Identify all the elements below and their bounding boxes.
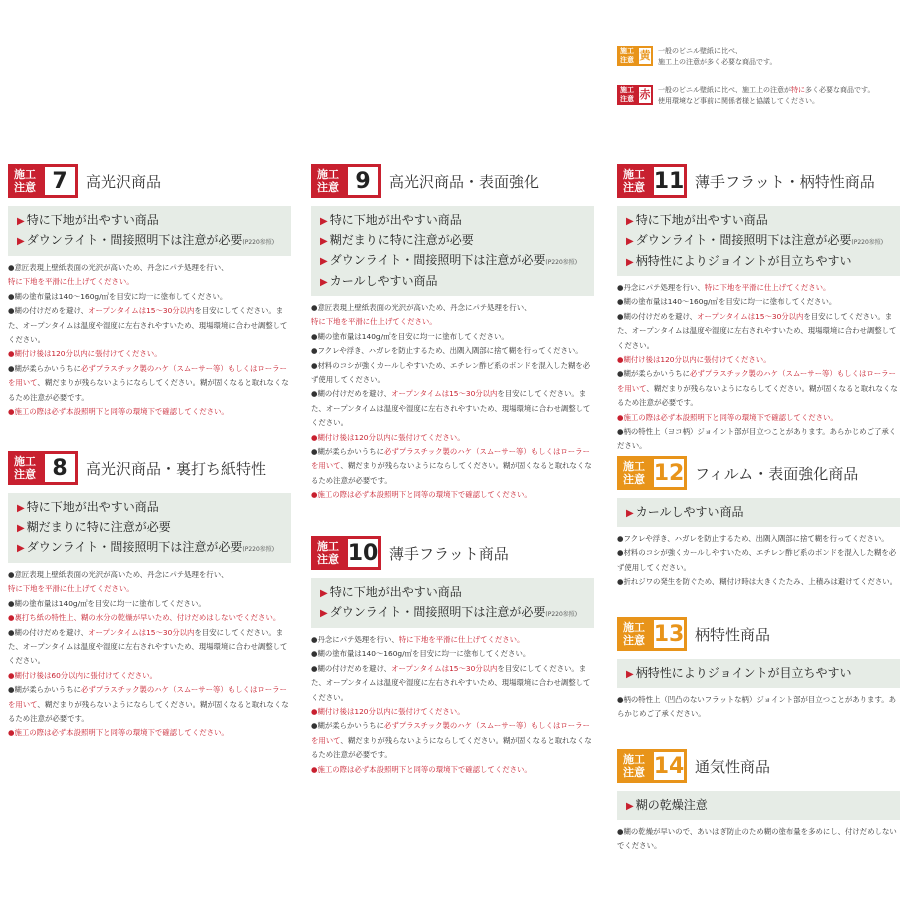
legend-text: 一般のビニル壁紙に比べ、 施工上の注意が多く必要な商品です。 xyxy=(658,47,777,66)
section-number: 12 xyxy=(651,456,687,490)
triangle-icon: ▶ xyxy=(17,543,25,554)
triangle-icon: ▶ xyxy=(626,257,634,268)
section-number: 13 xyxy=(651,617,687,651)
section-title: 薄手フラット・柄特性商品 xyxy=(695,172,875,191)
section-14 xyxy=(617,749,900,854)
section-8 xyxy=(8,451,291,741)
key-points-box xyxy=(617,791,900,820)
legend-text: 一般のビニル壁紙に比べ、施工上の注意が特に多く必要な商品です。 使用環境など事前に関係者様と協議してください。 xyxy=(658,86,875,105)
triangle-icon: ▶ xyxy=(626,669,634,680)
section-number: 10 xyxy=(345,536,381,570)
caution-badge: 施工 注意 7 xyxy=(8,164,78,198)
section-header xyxy=(311,536,594,570)
section-number: 11 xyxy=(651,164,687,198)
section-title: 高光沢商品・表面強化 xyxy=(389,172,540,191)
section-number: 7 xyxy=(42,164,78,198)
notes: ●糊の乾燥が早いので、あいはぎ防止のため糊の塗布量を多めにし、付けだめしないでください。 xyxy=(617,827,897,851)
caution-badge: 施工 注意 14 xyxy=(617,749,687,783)
key-point: ▶ ダウンライト・間接照明下は注意が必要(P220参照) xyxy=(320,253,578,267)
legend-yellow xyxy=(617,46,900,68)
notes: ●フクレや浮き、ハガレを防止するため、出隅入隅部に捨て糊を行ってください。 ●材料のコシが強くカールしやすいため、エチレン酢ビ系のボンドを混入した糊を必ず使用してください。 ●折れジワの発生を防ぐため、糊付け時は大きくたたみ、上積みは避けてください。 xyxy=(617,534,898,587)
key-points-box xyxy=(617,498,900,527)
triangle-icon: ▶ xyxy=(320,608,328,619)
key-point: ▶ カールしやすい商品 xyxy=(626,505,744,519)
section-12 xyxy=(617,456,900,590)
triangle-icon: ▶ xyxy=(626,801,634,812)
section-title: 通気性商品 xyxy=(695,757,771,776)
key-points-box xyxy=(311,206,594,296)
key-point: ▶ ダウンライト・間接照明下は注意が必要(P220参照) xyxy=(17,540,275,554)
key-point: ▶ カールしやすい商品 xyxy=(320,274,438,288)
section-header xyxy=(617,749,900,783)
triangle-icon: ▶ xyxy=(626,236,634,247)
key-point: ▶ ダウンライト・間接照明下は注意が必要(P220参照) xyxy=(320,605,578,619)
notes: ●意匠表現上壁紙表面の光沢が高いため、丹念にパテ処理を行い、 特に下地を平滑に仕上げてください。 ●糊の塗布量は140g/㎡を目安に均一に塗布してください。 ●裏打ち紙の特性上、糊の水分の乾燥が早いため、付けだめはしないでください。 ●糊の付けだめを避け、オープンタイムは15～30分以内を目安にしてください。また、オープンタイムは温度や湿度に左右されやすいため、現場環境に合わせ調整してください。 ●糊付け後は60分以内に張付けてください。 ●糊が柔らかいうちに必ずプラスチック製のハケ（スムーサー等）もしくはローラーを用いて、糊だまりが残らないようにならしてください。糊が固くなると取れなくなるため注意が必要です。 ●施工の際は必ず本設照明下と同等の環境下で確認してください。 xyxy=(8,570,289,738)
section-number: 8 xyxy=(42,451,78,485)
notes: ●意匠表現上壁紙表面の光沢が高いため、丹念にパテ処理を行い、 特に下地を平滑に仕上げてください。 ●糊の塗布量は140g/㎡を目安に均一に塗布してください。 ●フクレや浮き、ハガレを防止するため、出隅入隅部に捨て糊を行ってください。 ●材料のコシが強くカールしやすいため、エチレン酢ビ系のボンドを混入した糊を必ず使用してください。 ●糊の付けだめを避け、オープンタイムは15～30分以内を目安にしてください。また、オープンタイムは温度や湿度に左右されやすいため、現場環境に合わせ調整してください。 ●糊付け後は120分以内に張付けてください。 ●糊が柔らかいうちに必ずプラスチック製のハケ（スムーサー等）もしくはローラーを用いて、糊だまりが残らないようにならしてください。糊が固くなると取れなくなるため注意が必要です。 ●施工の際は必ず本設照明下と同等の環境下で確認してください。 xyxy=(311,303,592,500)
section-10 xyxy=(311,536,594,777)
section-title: 柄特性商品 xyxy=(695,625,771,644)
key-point: ▶ 糊だまりに特に注意が必要 xyxy=(320,233,474,247)
triangle-icon: ▶ xyxy=(320,256,328,267)
key-point: ▶ 特に下地が出やすい商品 xyxy=(320,585,462,599)
section-header xyxy=(8,164,291,198)
key-point: ▶ 柄特性によりジョイントが目立ちやすい xyxy=(626,254,852,268)
notes: ●丹念にパテ処理を行い、特に下地を平滑に仕上げてください。 ●糊の塗布量は140～160g/㎡を目安に均一に塗布してください。 ●糊の付けだめを避け、オープンタイムは15～30分以内を目安にしてください。また、オープンタイムは温度や湿度に左右されやすいため、現場環境に合わせ調整してください。 ●糊付け後は120分以内に張付けてください。 ●糊が柔らかいうちに必ずプラスチック製のハケ（スムーサー等）もしくはローラーを用いて、糊だまりが残らないようにならしてください。糊が固くなると取れなくなるため注意が必要です。 ●施工の際は必ず本設照明下と同等の環境下で確認してください。 ●柄の特性上（ヨコ柄）ジョイント部が目立つことがあります。あらかじめご了承ください。 xyxy=(617,283,898,451)
section-header xyxy=(617,617,900,651)
key-point: ▶ 糊の乾燥注意 xyxy=(626,798,708,812)
section-number: 14 xyxy=(651,749,687,783)
key-point: ▶ 糊だまりに特に注意が必要 xyxy=(17,520,171,534)
section-title: 高光沢商品・裏打ち紙特性 xyxy=(86,459,267,478)
triangle-icon: ▶ xyxy=(17,503,25,514)
key-points-box xyxy=(311,578,594,628)
triangle-icon: ▶ xyxy=(626,216,634,227)
section-7 xyxy=(8,164,291,419)
legend-sekou-badge: 施工 注意 xyxy=(617,85,637,105)
key-point: ▶ ダウンライト・間接照明下は注意が必要(P220参照) xyxy=(626,233,884,247)
section-9 xyxy=(311,164,594,503)
section-header xyxy=(617,456,900,490)
key-point: ▶ 柄特性によりジョイントが目立ちやすい xyxy=(626,666,852,680)
triangle-icon: ▶ xyxy=(17,523,25,534)
section-11 xyxy=(617,164,900,454)
notes: ●柄の特性上（凹凸のないフラットな柄）ジョイント部が目立つことがあります。あらかじめご了承ください。 xyxy=(617,695,897,719)
legend-level-yellow: 黄 xyxy=(637,46,653,66)
caution-badge: 施工 注意 13 xyxy=(617,617,687,651)
section-title: 薄手フラット商品 xyxy=(389,544,509,563)
section-header xyxy=(617,164,900,198)
caution-badge: 施工 注意 12 xyxy=(617,456,687,490)
caution-badge: 施工 注意 11 xyxy=(617,164,687,198)
key-points-box xyxy=(617,659,900,688)
section-title: 高光沢商品 xyxy=(86,172,162,191)
section-header xyxy=(8,451,291,485)
triangle-icon: ▶ xyxy=(17,236,25,247)
section-number: 9 xyxy=(345,164,381,198)
legend-red xyxy=(617,85,900,107)
key-points-box xyxy=(8,493,291,563)
triangle-icon: ▶ xyxy=(320,216,328,227)
notes: ●意匠表現上壁紙表面の光沢が高いため、丹念にパテ処理を行い、 特に下地を平滑に仕上げてください。 ●糊の塗布量は140～160g/㎡を目安に均一に塗布してください。 ●糊の付けだめを避け、オープンタイムは15～30分以内を目安にしてください。また、オープンタイムは温度や湿度に左右されやすいため、現場環境に合わせ調整してください。 ●糊付け後は120分以内に張付けてください。 ●糊が柔らかいうちに必ずプラスチック製のハケ（スムーサー等）もしくはローラーを用いて、糊だまりが残らないようにならしてください。糊が固くなると取れなくなるため注意が必要です。 ●施工の際は必ず本設照明下と同等の環境下で確認してください。 xyxy=(8,263,289,417)
key-point: ▶ 特に下地が出やすい商品 xyxy=(626,213,768,227)
caution-badge: 施工 注意 9 xyxy=(311,164,381,198)
triangle-icon: ▶ xyxy=(626,508,634,519)
caution-badge: 施工 注意 10 xyxy=(311,536,381,570)
triangle-icon: ▶ xyxy=(320,277,328,288)
key-point: ▶ ダウンライト・間接照明下は注意が必要(P220参照) xyxy=(17,233,275,247)
triangle-icon: ▶ xyxy=(320,588,328,599)
section-13 xyxy=(617,617,900,722)
key-points-box xyxy=(8,206,291,256)
section-title: フィルム・表面強化商品 xyxy=(695,464,859,483)
section-header xyxy=(311,164,594,198)
legend-sekou-badge: 施工 注意 xyxy=(617,46,637,66)
triangle-icon: ▶ xyxy=(17,216,25,227)
key-points-box xyxy=(617,206,900,276)
caution-badge: 施工 注意 8 xyxy=(8,451,78,485)
key-point: ▶ 特に下地が出やすい商品 xyxy=(17,213,159,227)
key-point: ▶ 特に下地が出やすい商品 xyxy=(320,213,462,227)
key-point: ▶ 特に下地が出やすい商品 xyxy=(17,500,159,514)
legend-level-red: 赤 xyxy=(637,85,653,105)
triangle-icon: ▶ xyxy=(320,236,328,247)
notes: ●丹念にパテ処理を行い、特に下地を平滑に仕上げてください。 ●糊の塗布量は140～160g/㎡を目安に均一に塗布してください。 ●糊の付けだめを避け、オープンタイムは15～30分以内を目安にしてください。また、オープンタイムは温度や湿度に左右されやすいため、現場環境に合わせ調整してください。 ●糊付け後は120分以内に張付けてください。 ●糊が柔らかいうちに必ずプラスチック製のハケ（スムーサー等）もしくはローラーを用いて、糊だまりが残らないようにならしてください。糊が固くなると取れなくなるため注意が必要です。 ●施工の際は必ず本設照明下と同等の環境下で確認してください。 xyxy=(311,635,592,774)
